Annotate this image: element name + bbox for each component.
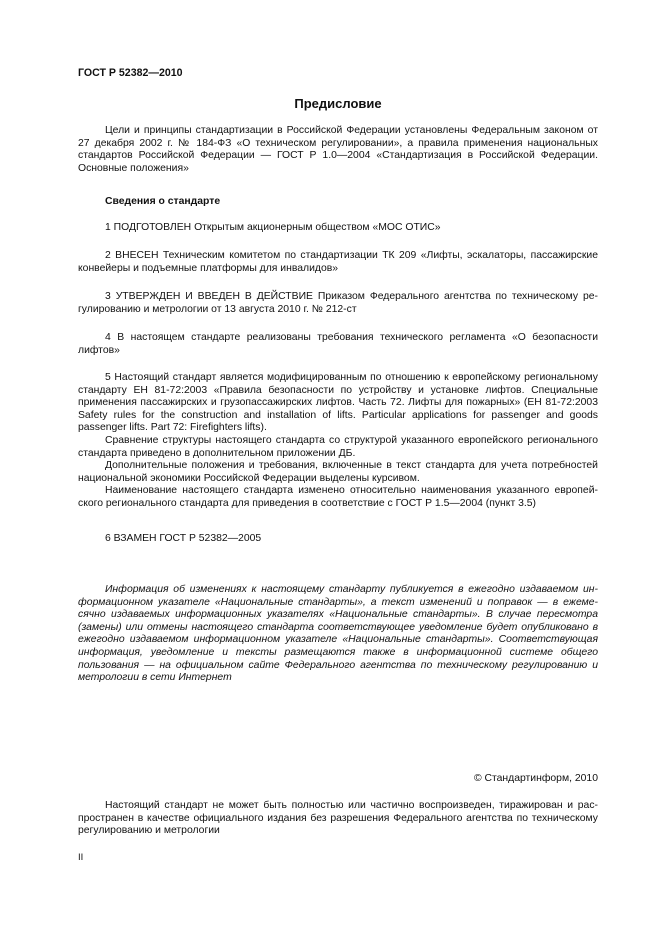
item-5-paragraph: Дополнительные положения и требования, включенные в текст стандарта для учета потребностей национальной экономики Российской Федерации выделены курсивом.	[78, 460, 598, 484]
item-1: 1 ПОДГОТОВЛЕН Открытым акционерным обществом «МОС ОТИС»	[105, 222, 441, 233]
item-5	[78, 372, 598, 511]
copyright-line: © Стандартинформ, 2010	[473, 773, 598, 784]
standard-code-header: ГОСТ Р 52382—2010	[78, 67, 183, 79]
intro-paragraph: Цели и принципы стандартизации в Российской Федерации установлены Федеральным законом от 27 декабря 2002 г. № 184-ФЗ «О техническом регулировании», а правила применения национальных стандартов Российской Федерации — ГОСТ Р 1.0—2004 «Стандартизация в Российской Федерации. Основные положения»	[78, 125, 598, 174]
item-2: 2 ВНЕСЕН Техническим комитетом по стандартизации ТК 209 «Лифты, эскалаторы, пассажирские конвейеры и подъемные платформы для инвалидов»	[78, 250, 598, 274]
item-6: 6 ВЗАМЕН ГОСТ Р 52382—2005	[105, 533, 262, 544]
page-title: Предисловие	[294, 96, 382, 111]
item-5-paragraph: 5 Настоящий стандарт является модифицированным по отношению к европейскому региональному стандарту ЕН 81-72:2003 «Правила безопасности по устройству и установке лифтов. Специальные применения пассажирских и грузопассажирских лифтов. Часть 72. Лифты для пожарных» (EH 81-72:2003 Safety rules for the construction and installation of lifts. Particular applications for passenger and goods passenger lifts. Part 72: Firefighters lifts).	[78, 372, 598, 434]
item-3: 3 УТВЕРЖДЕН И ВВЕДЕН В ДЕЙСТВИЕ Приказом Федерального агентства по техническому регулированию и метрологии от 13 августа 2010 г. № 212-ст	[78, 291, 598, 315]
section-heading: Сведения о стандарте	[105, 196, 221, 207]
item-5-paragraph: Наименование настоящего стандарта изменено относительно наименования указанного европейского регионального стандарта для приведения в соответствие с ГОСТ Р 1.5—2004 (пункт 3.5)	[78, 485, 598, 509]
page-number: II	[78, 852, 84, 863]
rights-paragraph: Настоящий стандарт не может быть полностью или частично воспроизведен, тиражирован и распространен в качестве официального издания без разрешения Федерального агентства по техническому регулированию и метрологии	[78, 800, 598, 837]
item-4: 4 В настоящем стандарте реализованы требования технического регламента «О безопасности лифтов»	[78, 332, 598, 356]
notice-paragraph: Информация об изменениях к настоящему стандарту публикуется в ежегодно издаваемом информационном указателе «Национальные стандарты», а текст изменений и поправок — в ежемесячно издаваемых информационных указателях «Национальные стандарты». В случае пересмотра (замены) или отмены настоящего стандарта соответствующее уведомление будет опубликовано в ежегодно издаваемом информационном указателе «Национальные стандарты». Соответствующая информация, уведомление и тексты размещаются также в информационной системе общего пользования — на официальном сайте Федерального агентства по техническому регулированию и метрологии в сети Интернет	[78, 584, 598, 684]
item-5-paragraph: Сравнение структуры настоящего стандарта со структурой указанного европейского регионального стандарта приведено в дополнительном приложении ДБ.	[78, 434, 598, 459]
